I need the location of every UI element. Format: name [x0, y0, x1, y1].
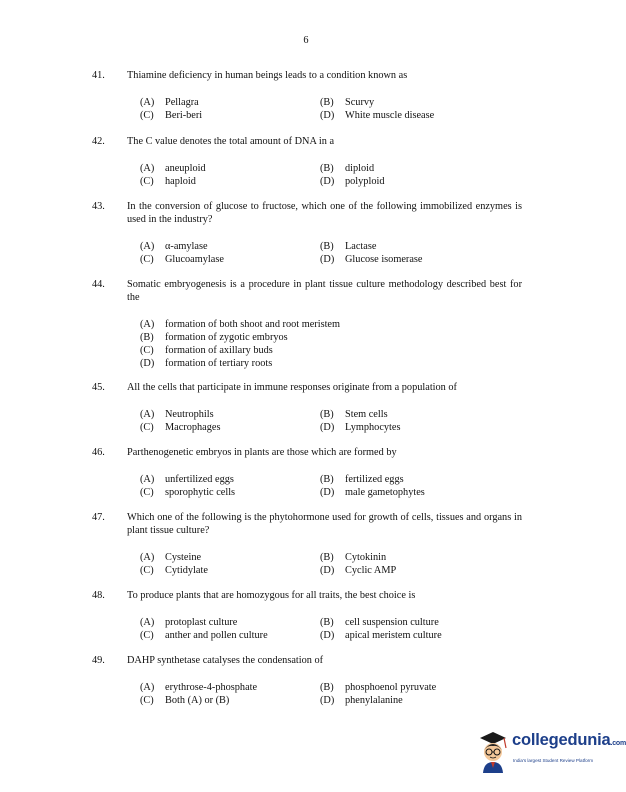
question-number: 44.: [92, 279, 105, 290]
option-d: (D) male gametophytes: [320, 487, 425, 498]
option-d: (D) formation of tertiary roots: [140, 358, 273, 369]
mascot-icon: [476, 730, 510, 774]
question-44: [92, 278, 522, 370]
options: [140, 240, 522, 266]
question-47: [92, 511, 522, 577]
option-b: (B) fertilized eggs: [320, 474, 404, 485]
option-a: (A) formation of both shoot and root meristem: [140, 319, 341, 330]
question-41: [92, 69, 522, 122]
option-c: (C) Beri-beri: [140, 110, 203, 121]
question-42: [92, 135, 522, 188]
options: [140, 318, 522, 370]
option-a: (A) Cysteine: [140, 552, 202, 563]
question-text: DAHP synthetase catalyses the condensation of: [127, 655, 324, 666]
question-text: All the cells that participate in immune responses originate from a population of: [127, 382, 457, 393]
option-d: (D) Lymphocytes: [320, 422, 401, 433]
option-d: (D) White muscle disease: [320, 110, 435, 121]
question-text: The C value denotes the total amount of DNA in a: [127, 136, 335, 147]
options: [140, 162, 522, 188]
option-a: (A) erythrose-4-phosphate: [140, 682, 258, 693]
option-c: (C) sporophytic cells: [140, 487, 236, 498]
option-b: (B) phosphoenol pyruvate: [320, 682, 437, 693]
question-number: 46.: [92, 447, 105, 458]
question-number: 42.: [92, 136, 105, 147]
option-a: (A) Neutrophils: [140, 409, 214, 420]
question-text: Thiamine deficiency in human beings leads to a condition known as: [127, 70, 408, 81]
collegedunia-logo: [476, 730, 626, 774]
options: [140, 681, 522, 707]
logo-tagline: India's largest Student Review Platform: [513, 758, 594, 763]
question-text: Somatic embryogenesis is a procedure in plant tissue culture methodology described best for the: [127, 279, 522, 303]
option-d: (D) Cyclic AMP: [320, 565, 397, 576]
question-number: 45.: [92, 382, 105, 393]
option-b: (B) Stem cells: [320, 409, 388, 420]
question-text: Which one of the following is the phytohormone used for growth of cells, tissues and organs in plant tissue culture?: [127, 512, 522, 536]
question-46: [92, 446, 522, 499]
option-c: (C) haploid: [140, 176, 196, 187]
option-c: (C) Cytidylate: [140, 565, 208, 576]
option-c: (C) Both (A) or (B): [140, 695, 230, 706]
option-a: (A) protoplast culture: [140, 617, 238, 628]
options: [140, 96, 522, 122]
option-b: (B) Cytokinin: [320, 552, 387, 563]
option-a: (A) α-amylase: [140, 241, 208, 252]
option-b: (B) formation of zygotic embryos: [140, 332, 288, 343]
question-number: 43.: [92, 201, 105, 212]
option-c: (C) Glucoamylase: [140, 254, 224, 265]
option-d: (D) apical meristem culture: [320, 630, 442, 641]
question-49: [92, 654, 522, 707]
question-number: 41.: [92, 70, 105, 81]
option-a: (A) aneuploid: [140, 163, 206, 174]
option-c: (C) Macrophages: [140, 422, 221, 433]
question-number: 49.: [92, 655, 105, 666]
option-a: (A) unfertilized eggs: [140, 474, 234, 485]
question-43: [92, 200, 522, 266]
page-number: 6: [303, 35, 309, 46]
options: [140, 408, 522, 434]
question-text: To produce plants that are homozygous for all traits, the best choice is: [127, 590, 416, 601]
options: [140, 616, 522, 642]
option-b: (B) diploid: [320, 163, 375, 174]
logo-wordmark: collegedunia.com: [512, 731, 626, 749]
option-b: (B) Scurvy: [320, 97, 375, 108]
option-a: (A) Pellagra: [140, 97, 199, 108]
option-c: (C) anther and pollen culture: [140, 630, 268, 641]
option-b: (B) cell suspension culture: [320, 617, 439, 628]
question-48: [92, 589, 522, 642]
option-b: (B) Lactase: [320, 241, 377, 252]
question-number: 48.: [92, 590, 105, 601]
option-d: (D) phenylalanine: [320, 695, 403, 706]
question-text: Parthenogenetic embryos in plants are those which are formed by: [127, 447, 397, 458]
option-d: (D) polyploid: [320, 176, 385, 187]
question-text: In the conversion of glucose to fructose, which one of the following immobilized enzymes is used in the industry?: [127, 201, 522, 225]
options: [140, 473, 522, 499]
options: [140, 551, 522, 577]
question-45: [92, 381, 522, 434]
option-d: (D) Glucose isomerase: [320, 254, 423, 265]
question-number: 47.: [92, 512, 105, 523]
option-c: (C) formation of axillary buds: [140, 345, 273, 356]
